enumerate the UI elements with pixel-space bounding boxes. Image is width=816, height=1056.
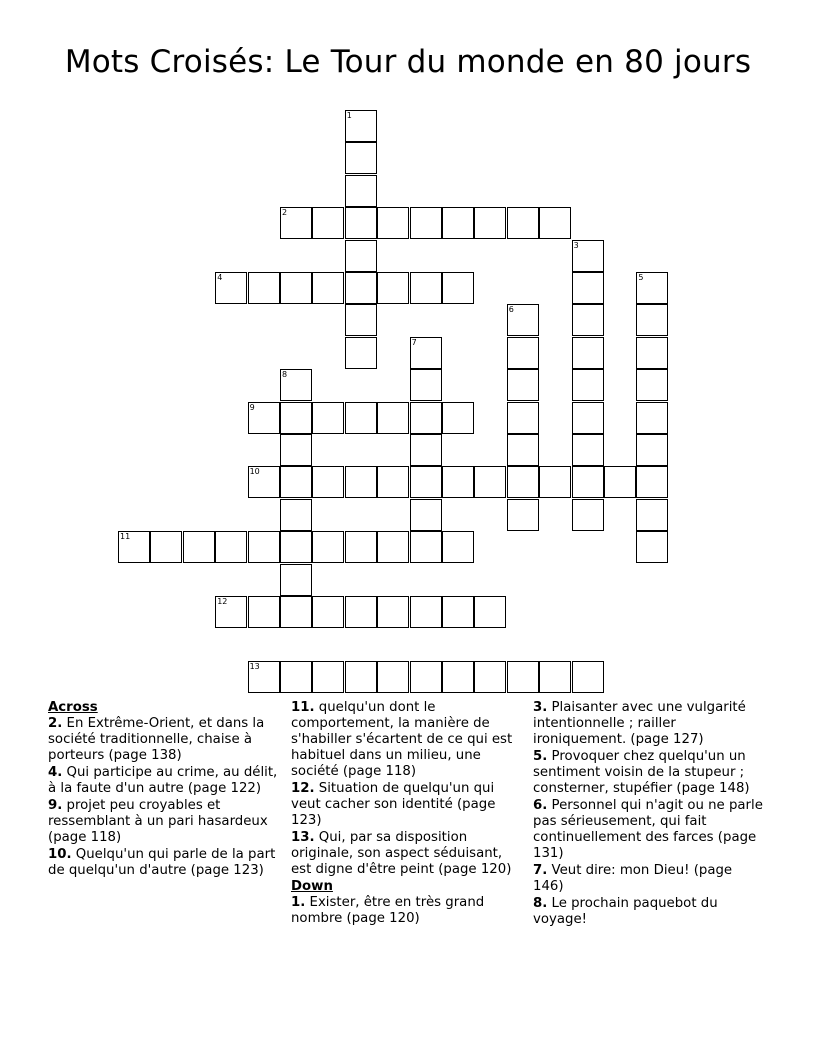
crossword-cell[interactable] bbox=[507, 434, 539, 466]
cell-number: 12 bbox=[217, 597, 228, 606]
cell-number: 4 bbox=[217, 273, 223, 282]
crossword-cell[interactable] bbox=[280, 499, 312, 531]
clue-number: 8. bbox=[533, 896, 548, 911]
clue-text: Qui participe au crime, au délit, à la faute d'un autre (page 122) bbox=[48, 765, 278, 796]
clue-text: Situation de quelqu'un qui veut cacher son identité (page 123) bbox=[291, 781, 496, 828]
crossword-cell[interactable] bbox=[345, 110, 377, 142]
crossword-cell[interactable] bbox=[539, 661, 571, 693]
crossword-cell[interactable] bbox=[345, 402, 377, 434]
clue-across-9 bbox=[48, 798, 280, 846]
crossword-cell[interactable] bbox=[345, 272, 377, 304]
crossword-cell[interactable] bbox=[572, 434, 604, 466]
crossword-cell[interactable] bbox=[474, 466, 506, 498]
crossword-cell[interactable] bbox=[604, 466, 636, 498]
clue-number: 11. bbox=[291, 700, 315, 715]
cell-number: 1 bbox=[346, 111, 352, 120]
page-title: Mots Croisés: Le Tour du monde en 80 jours bbox=[64, 44, 752, 80]
crossword-cell[interactable] bbox=[410, 596, 442, 628]
crossword-cell[interactable] bbox=[280, 596, 312, 628]
clue-number: 3. bbox=[533, 700, 548, 715]
clue-across-4 bbox=[48, 765, 280, 797]
crossword-cell[interactable] bbox=[539, 466, 571, 498]
cell-number: 7 bbox=[411, 337, 417, 347]
crossword-cell[interactable] bbox=[442, 207, 474, 239]
clue-column-1 bbox=[48, 700, 280, 880]
crossword-cell[interactable] bbox=[507, 499, 539, 531]
crossword-cell[interactable] bbox=[572, 337, 604, 369]
clue-down-6 bbox=[533, 798, 765, 862]
crossword-cell[interactable] bbox=[345, 596, 377, 628]
clue-column-2 bbox=[291, 700, 523, 928]
clue-across-12 bbox=[291, 781, 523, 829]
cell-number: 13 bbox=[249, 661, 260, 671]
clue-number: 4. bbox=[48, 765, 63, 780]
crossword-cell[interactable] bbox=[345, 175, 377, 207]
crossword-cell[interactable] bbox=[280, 564, 312, 596]
clue-text: Qui, par sa disposition originale, son aspect séduisant, est digne d'être peint (page 120) bbox=[291, 830, 512, 877]
clue-across-10 bbox=[48, 847, 280, 879]
crossword-cell[interactable] bbox=[183, 531, 215, 563]
clue-text: Personnel qui n'agit ou ne parle pas sérieusement, qui fait continuellement des farces (page 131) bbox=[533, 798, 763, 861]
crossword-cell[interactable] bbox=[442, 466, 474, 498]
crossword-cell[interactable] bbox=[312, 661, 344, 693]
crossword-cell[interactable] bbox=[636, 402, 668, 434]
crossword-cell[interactable] bbox=[248, 466, 280, 498]
clue-text: Veut dire: mon Dieu! (page 146) bbox=[533, 863, 733, 894]
clue-number: 7. bbox=[533, 863, 548, 878]
crossword-cell[interactable] bbox=[248, 402, 280, 434]
crossword-cell[interactable] bbox=[377, 661, 409, 693]
crossword-cell[interactable] bbox=[539, 207, 571, 239]
crossword-cell[interactable] bbox=[345, 304, 377, 336]
crossword-cell[interactable] bbox=[312, 531, 344, 563]
crossword-cell[interactable] bbox=[248, 531, 280, 563]
crossword-cell[interactable] bbox=[280, 466, 312, 498]
crossword-cell[interactable] bbox=[474, 207, 506, 239]
crossword-cell[interactable] bbox=[636, 531, 668, 563]
crossword-cell[interactable] bbox=[312, 596, 344, 628]
crossword-cell[interactable] bbox=[507, 402, 539, 434]
crossword-cell[interactable] bbox=[312, 466, 344, 498]
crossword-cell[interactable] bbox=[636, 304, 668, 336]
crossword-cell[interactable] bbox=[636, 499, 668, 531]
clue-number: 10. bbox=[48, 847, 72, 862]
crossword-cell[interactable] bbox=[345, 337, 377, 369]
cell-number: 11 bbox=[120, 532, 131, 542]
clue-text: Provoquer chez quelqu'un un sentiment voisin de la stupeur ; consterner, stupéfier (page 148) bbox=[533, 749, 750, 796]
clue-number: 5. bbox=[533, 749, 548, 764]
clue-text: En Extrême-Orient, et dans la société traditionnelle, chaise à porteurs (page 138) bbox=[48, 716, 265, 763]
cell-number: 6 bbox=[508, 305, 514, 315]
clue-down-8 bbox=[533, 896, 765, 928]
crossword-cell[interactable] bbox=[474, 661, 506, 693]
clue-across-13 bbox=[291, 830, 523, 878]
clue-across-11 bbox=[291, 700, 523, 780]
cell-number: 8 bbox=[282, 370, 288, 380]
crossword-cell[interactable] bbox=[215, 272, 247, 304]
crossword-cell[interactable] bbox=[345, 466, 377, 498]
crossword-cell[interactable] bbox=[410, 434, 442, 466]
crossword-cell[interactable] bbox=[312, 402, 344, 434]
crossword-cell[interactable] bbox=[377, 531, 409, 563]
crossword-cell[interactable] bbox=[410, 369, 442, 401]
crossword-cell[interactable] bbox=[410, 531, 442, 563]
clue-number: 12. bbox=[291, 781, 315, 796]
crossword-cell[interactable] bbox=[636, 272, 668, 304]
crossword-cell[interactable] bbox=[345, 142, 377, 174]
crossword-cell[interactable] bbox=[572, 304, 604, 336]
crossword-cell[interactable] bbox=[312, 272, 344, 304]
clue-number: 9. bbox=[48, 798, 63, 813]
crossword-cell[interactable] bbox=[280, 369, 312, 401]
clue-text: quelqu'un dont le comportement, la manière de s'habiller s'écartent de ce qui est habituel dans un milieu, une société (page 118) bbox=[291, 700, 513, 779]
crossword-cell[interactable] bbox=[442, 661, 474, 693]
crossword-cell[interactable] bbox=[280, 434, 312, 466]
clue-text: Plaisanter avec une vulgarité intentionnelle ; railler ironiquement. (page 127) bbox=[533, 700, 746, 747]
crossword-cell[interactable] bbox=[507, 337, 539, 369]
crossword-cell[interactable] bbox=[572, 466, 604, 498]
crossword-cell[interactable] bbox=[474, 596, 506, 628]
crossword-cell[interactable] bbox=[442, 402, 474, 434]
crossword-cell[interactable] bbox=[377, 596, 409, 628]
crossword-cell[interactable] bbox=[377, 272, 409, 304]
cell-number: 2 bbox=[282, 208, 288, 218]
clue-down-7 bbox=[533, 863, 765, 895]
clue-down-5 bbox=[533, 749, 765, 797]
clue-number: 13. bbox=[291, 830, 315, 845]
crossword-cell[interactable] bbox=[215, 531, 247, 563]
clue-down-3 bbox=[533, 700, 765, 748]
crossword-cell[interactable] bbox=[572, 499, 604, 531]
crossword-cell[interactable] bbox=[507, 304, 539, 336]
crossword-cell[interactable] bbox=[572, 661, 604, 693]
across-heading: Across bbox=[48, 700, 98, 715]
clue-number: 1. bbox=[291, 895, 306, 910]
crossword-cell[interactable] bbox=[572, 240, 604, 272]
crossword-cell[interactable] bbox=[636, 337, 668, 369]
clue-text: projet peu croyables et ressemblant à un pari hasardeux (page 118) bbox=[48, 798, 268, 845]
crossword-cell[interactable] bbox=[410, 466, 442, 498]
crossword-cell[interactable] bbox=[377, 402, 409, 434]
crossword-cell[interactable] bbox=[442, 596, 474, 628]
crossword-cell[interactable] bbox=[410, 272, 442, 304]
crossword-cell[interactable] bbox=[507, 369, 539, 401]
crossword-cell[interactable] bbox=[280, 531, 312, 563]
crossword-cell[interactable] bbox=[410, 207, 442, 239]
clue-column-3 bbox=[533, 700, 765, 929]
clue-text: Le prochain paquebot du voyage! bbox=[533, 896, 718, 927]
crossword-cell[interactable] bbox=[442, 272, 474, 304]
cell-number: 3 bbox=[573, 240, 579, 250]
crossword-cell[interactable] bbox=[572, 402, 604, 434]
crossword-cell[interactable] bbox=[345, 531, 377, 563]
down-heading: Down bbox=[291, 879, 333, 894]
crossword-cell[interactable] bbox=[280, 207, 312, 239]
crossword-cell[interactable] bbox=[248, 661, 280, 693]
crossword-cell[interactable] bbox=[410, 402, 442, 434]
crossword-cell[interactable] bbox=[345, 661, 377, 693]
crossword-cell[interactable] bbox=[345, 240, 377, 272]
crossword-cell[interactable] bbox=[636, 434, 668, 466]
crossword-cell[interactable] bbox=[248, 596, 280, 628]
crossword-cell[interactable] bbox=[410, 661, 442, 693]
crossword-cell[interactable] bbox=[410, 499, 442, 531]
crossword-cell[interactable] bbox=[507, 661, 539, 693]
clue-text: Exister, être en très grand nombre (page 120) bbox=[291, 895, 485, 926]
crossword-cell[interactable] bbox=[636, 369, 668, 401]
crossword-cell[interactable] bbox=[150, 531, 182, 563]
crossword-cell[interactable] bbox=[572, 369, 604, 401]
crossword-cell[interactable] bbox=[118, 531, 150, 563]
crossword-cell[interactable] bbox=[280, 272, 312, 304]
crossword-cell[interactable] bbox=[248, 272, 280, 304]
crossword-cell[interactable] bbox=[507, 207, 539, 239]
clue-down-1 bbox=[291, 895, 523, 927]
crossword-cell[interactable] bbox=[572, 272, 604, 304]
crossword-cell[interactable] bbox=[410, 337, 442, 369]
crossword-cell[interactable] bbox=[312, 207, 344, 239]
cell-number: 5 bbox=[638, 273, 644, 282]
crossword-cell[interactable] bbox=[345, 207, 377, 239]
crossword-cell[interactable] bbox=[280, 402, 312, 434]
crossword-cell[interactable] bbox=[636, 466, 668, 498]
crossword-cell[interactable] bbox=[215, 596, 247, 628]
clue-number: 2. bbox=[48, 716, 63, 731]
crossword-cell[interactable] bbox=[280, 661, 312, 693]
crossword-cell[interactable] bbox=[442, 531, 474, 563]
clue-text: Quelqu'un qui parle de la part de quelqu'un d'autre (page 123) bbox=[48, 847, 276, 878]
crossword-cell[interactable] bbox=[377, 466, 409, 498]
crossword-cell[interactable] bbox=[507, 466, 539, 498]
clue-across-2 bbox=[48, 716, 280, 764]
clue-number: 6. bbox=[533, 798, 548, 813]
cell-number: 9 bbox=[249, 402, 255, 412]
cell-number: 10 bbox=[249, 467, 260, 477]
crossword-cell[interactable] bbox=[377, 207, 409, 239]
